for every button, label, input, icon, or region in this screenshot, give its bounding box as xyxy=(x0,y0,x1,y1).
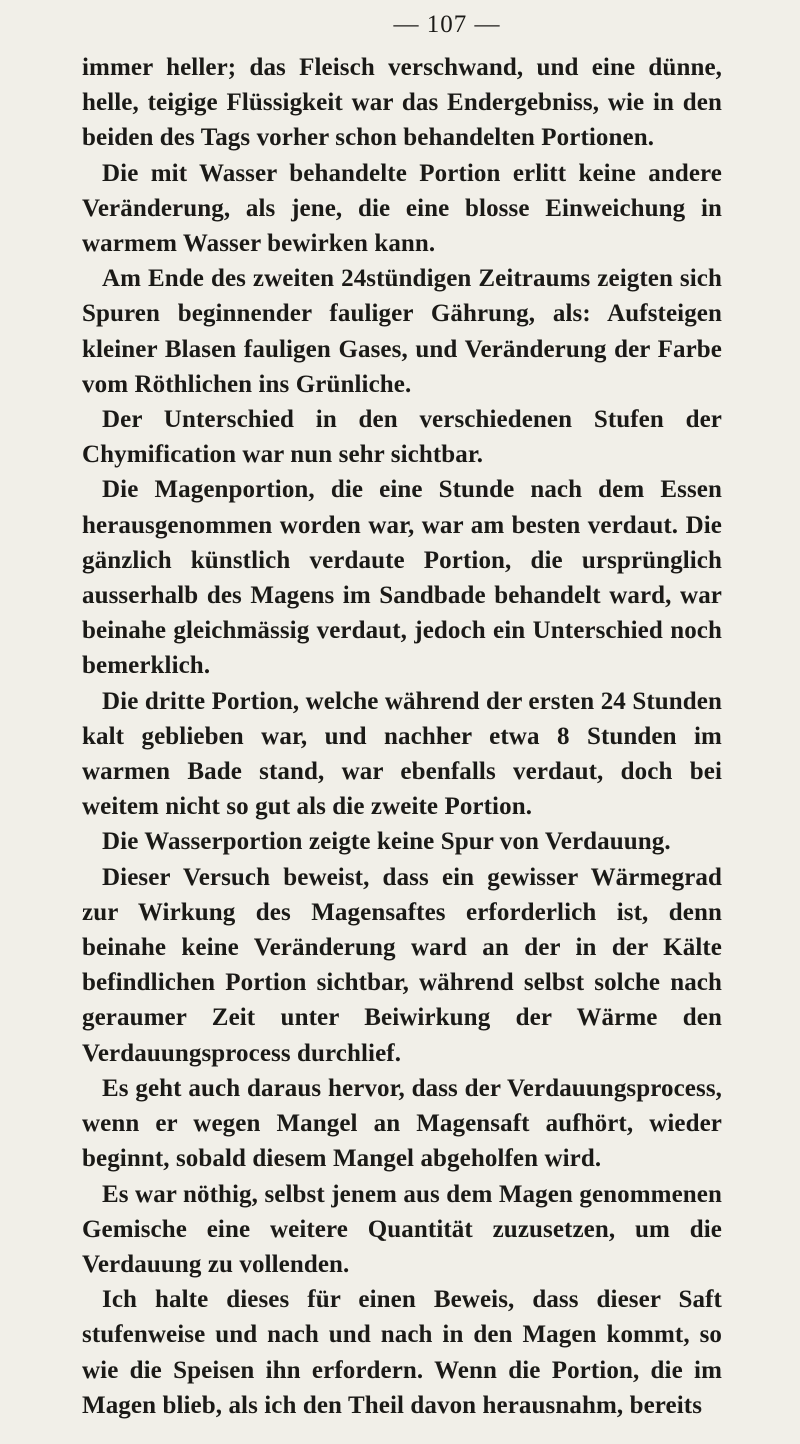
paragraph-9: Es geht auch daraus hervor, dass der Verdauungsprocess, wenn er wegen Mangel an Magensaft aufhört, wieder beginnt, sobald diesem Mangel abgeholfen wird. xyxy=(82,1074,722,1173)
paragraph-1: immer heller; das Fleisch verschwand, und eine dünne, helle, teigige Flüssigkeit war das Endergebniss, wie in den beiden des Tags vorher schon behandelten Portionen. xyxy=(82,54,722,152)
paragraph-7: Die Wasserportion zeigte keine Spur von Verdauung. xyxy=(102,828,671,856)
paragraph-11: Ich halte dieses für einen Beweis, dass dieser Saft stufenweise und nach und nach in den Magen kommt, so wie die Speisen ihn erfordern. Wenn die Portion, die im Magen blieb, als ich den Theil davon herausnahm, bereits xyxy=(82,1286,722,1419)
paragraph-8: Dieser Versuch beweist, dass ein gewisser Wärmegrad zur Wirkung des Magensaftes erforderlich ist, denn beinahe keine Veränderung ward an der in der Kälte befindlichen Portion sichtbar, während selbst solche nach geraumer Zeit unter Beiwirkung der Wärme den Verdauungsprocess durchlief. xyxy=(82,863,722,1067)
paragraph-5: Die Magenportion, die eine Stunde nach dem Essen herausgenommen worden war, war am besten verdaut. Die gänzlich künstlich verdaute Portion, die ursprünglich ausserhalb des Magens im Sandbade behandelt ward, war beinahe gleichmässig verdaut, jedoch ein Unterschied noch bemerklich. xyxy=(82,476,722,680)
paragraph-4: Der Unterschied in den verschiedenen Stufen der Chymification war nun sehr sichtbar. xyxy=(82,406,722,469)
page-number: — 107 — xyxy=(393,11,501,38)
paragraph-2: Die mit Wasser behandelte Portion erlitt keine andere Veränderung, als jene, die eine blosse Einweichung in warmem Wasser bewirken kann. xyxy=(82,159,722,258)
body-text xyxy=(82,50,722,1423)
paragraph-6: Die dritte Portion, welche während der ersten 24 Stunden kalt geblieben war, und nachher etwa 8 Stunden im warmen Bade stand, war ebenfalls verdaut, doch bei weitem nicht so gut als die zweite Portion. xyxy=(82,687,722,821)
paragraph-10: Es war nöthig, selbst jenem aus dem Magen genommenen Gemische eine weitere Quantität zuzusetzen, um die Verdauung zu vollenden. xyxy=(82,1180,722,1278)
paragraph-3: Am Ende des zweiten 24stündigen Zeitraums zeigten sich Spuren beginnender fauliger Gährung, als: Aufsteigen kleiner Blasen fauligen Gases, und Veränderung der Farbe vom Röthlichen ins Grünliche. xyxy=(82,265,722,398)
